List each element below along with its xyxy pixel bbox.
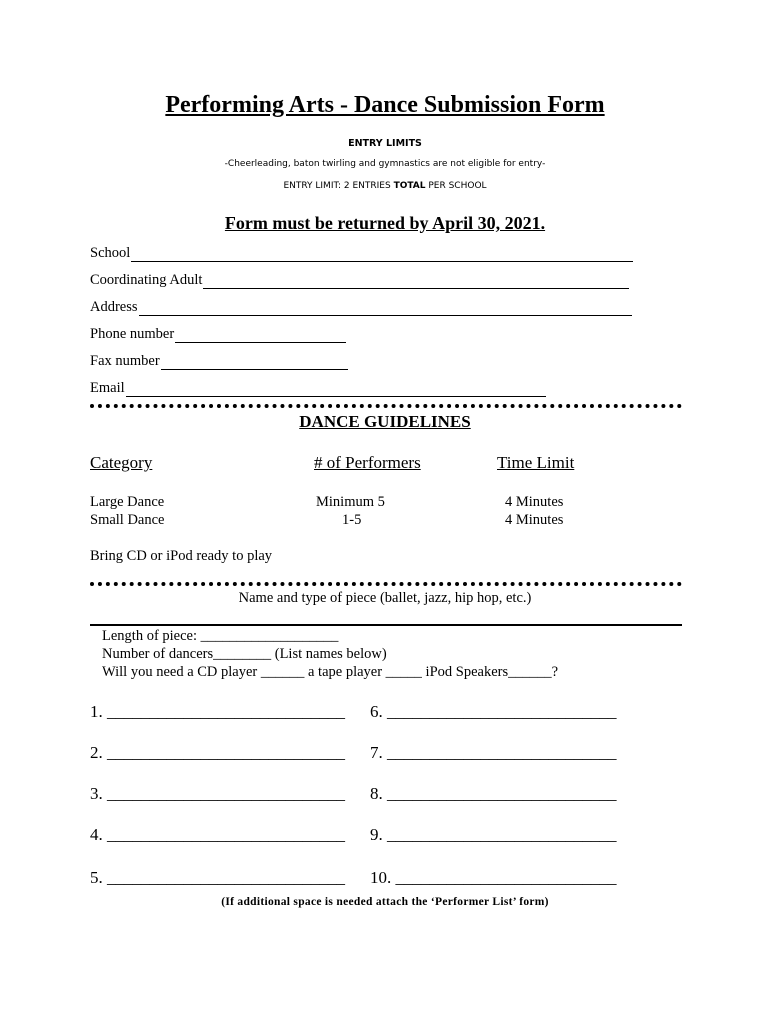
email-input-line[interactable] bbox=[126, 382, 546, 397]
fax-label: Fax number bbox=[90, 353, 160, 369]
school-field[interactable] bbox=[90, 245, 633, 262]
time-limit-header: Time Limit bbox=[497, 453, 575, 472]
length-of-piece-field[interactable]: Length of piece: ___________________ bbox=[102, 628, 339, 644]
equipment-question[interactable]: Will you need a CD player ______ a tape player _____ iPod Speakers______? bbox=[102, 664, 559, 680]
dancer-line-6[interactable]: 6. ___________________________ bbox=[370, 702, 617, 721]
dancer-line-9[interactable]: 9. ___________________________ bbox=[370, 825, 617, 844]
coordinating-adult-input-line[interactable] bbox=[203, 274, 629, 289]
not-eligible-note: -Cheerleading, baton twirling and gymnastics are not eligible for entry- bbox=[224, 159, 546, 169]
dotted-divider bbox=[90, 404, 682, 408]
coordinating-adult-label: Coordinating Adult bbox=[90, 272, 203, 288]
email-field[interactable] bbox=[90, 380, 546, 397]
bring-music-note: Bring CD or iPod ready to play bbox=[90, 548, 273, 564]
dancer-line-1[interactable]: 1. ____________________________ bbox=[90, 702, 345, 721]
entry-limit-prefix: ENTRY LIMIT: 2 ENTRIES bbox=[283, 181, 394, 191]
dancer-line-2[interactable]: 2. ____________________________ bbox=[90, 743, 345, 762]
coordinating-adult-field[interactable] bbox=[90, 272, 629, 289]
email-label: Email bbox=[90, 380, 125, 396]
phone-input-line[interactable] bbox=[175, 328, 346, 343]
dancer-line-7[interactable]: 7. ___________________________ bbox=[370, 743, 617, 762]
additional-space-note: (If additional space is needed attach the ‘Performer List’ form) bbox=[221, 896, 549, 908]
large-dance-time: 4 Minutes bbox=[505, 494, 564, 510]
fax-input-line[interactable] bbox=[161, 355, 348, 370]
phone-label: Phone number bbox=[90, 326, 175, 342]
address-label: Address bbox=[90, 299, 138, 315]
small-dance-performers: 1-5 bbox=[342, 512, 362, 528]
guidelines-title: DANCE GUIDELINES bbox=[299, 412, 471, 431]
number-of-dancers-field[interactable]: Number of dancers________ (List names below) bbox=[102, 646, 387, 662]
entry-limit-suffix: PER SCHOOL bbox=[425, 181, 487, 191]
dancer-line-4[interactable]: 4. ____________________________ bbox=[90, 825, 345, 844]
large-dance-category: Large Dance bbox=[90, 494, 165, 510]
dancer-line-5[interactable]: 5. ____________________________ bbox=[90, 868, 345, 887]
fax-field[interactable] bbox=[90, 353, 348, 370]
deadline-notice: Form must be returned by April 30, 2021. bbox=[224, 213, 546, 233]
dotted-divider bbox=[90, 582, 682, 586]
piece-name-input-line[interactable] bbox=[90, 624, 682, 626]
school-input-line[interactable] bbox=[131, 247, 633, 262]
small-dance-category: Small Dance bbox=[90, 512, 165, 528]
entry-limit-bold: TOTAL bbox=[393, 181, 426, 191]
dancer-line-10[interactable]: 10. __________________________ bbox=[370, 868, 617, 887]
address-input-line[interactable] bbox=[139, 301, 632, 316]
category-header: Category bbox=[90, 453, 153, 472]
school-label: School bbox=[90, 245, 131, 261]
small-dance-time: 4 Minutes bbox=[505, 512, 564, 528]
large-dance-performers: Minimum 5 bbox=[316, 494, 385, 510]
dancer-line-3[interactable]: 3. ____________________________ bbox=[90, 784, 345, 803]
piece-name-label: Name and type of piece (ballet, jazz, hip hop, etc.) bbox=[238, 590, 532, 606]
dancer-line-8[interactable]: 8. ___________________________ bbox=[370, 784, 617, 803]
entry-limit-line bbox=[0, 181, 770, 191]
phone-field[interactable] bbox=[90, 326, 346, 343]
entry-limits-heading: ENTRY LIMITS bbox=[348, 138, 422, 149]
address-field[interactable] bbox=[90, 299, 632, 316]
performers-header: # of Performers bbox=[314, 453, 421, 472]
form-title: Performing Arts - Dance Submission Form bbox=[165, 92, 605, 118]
